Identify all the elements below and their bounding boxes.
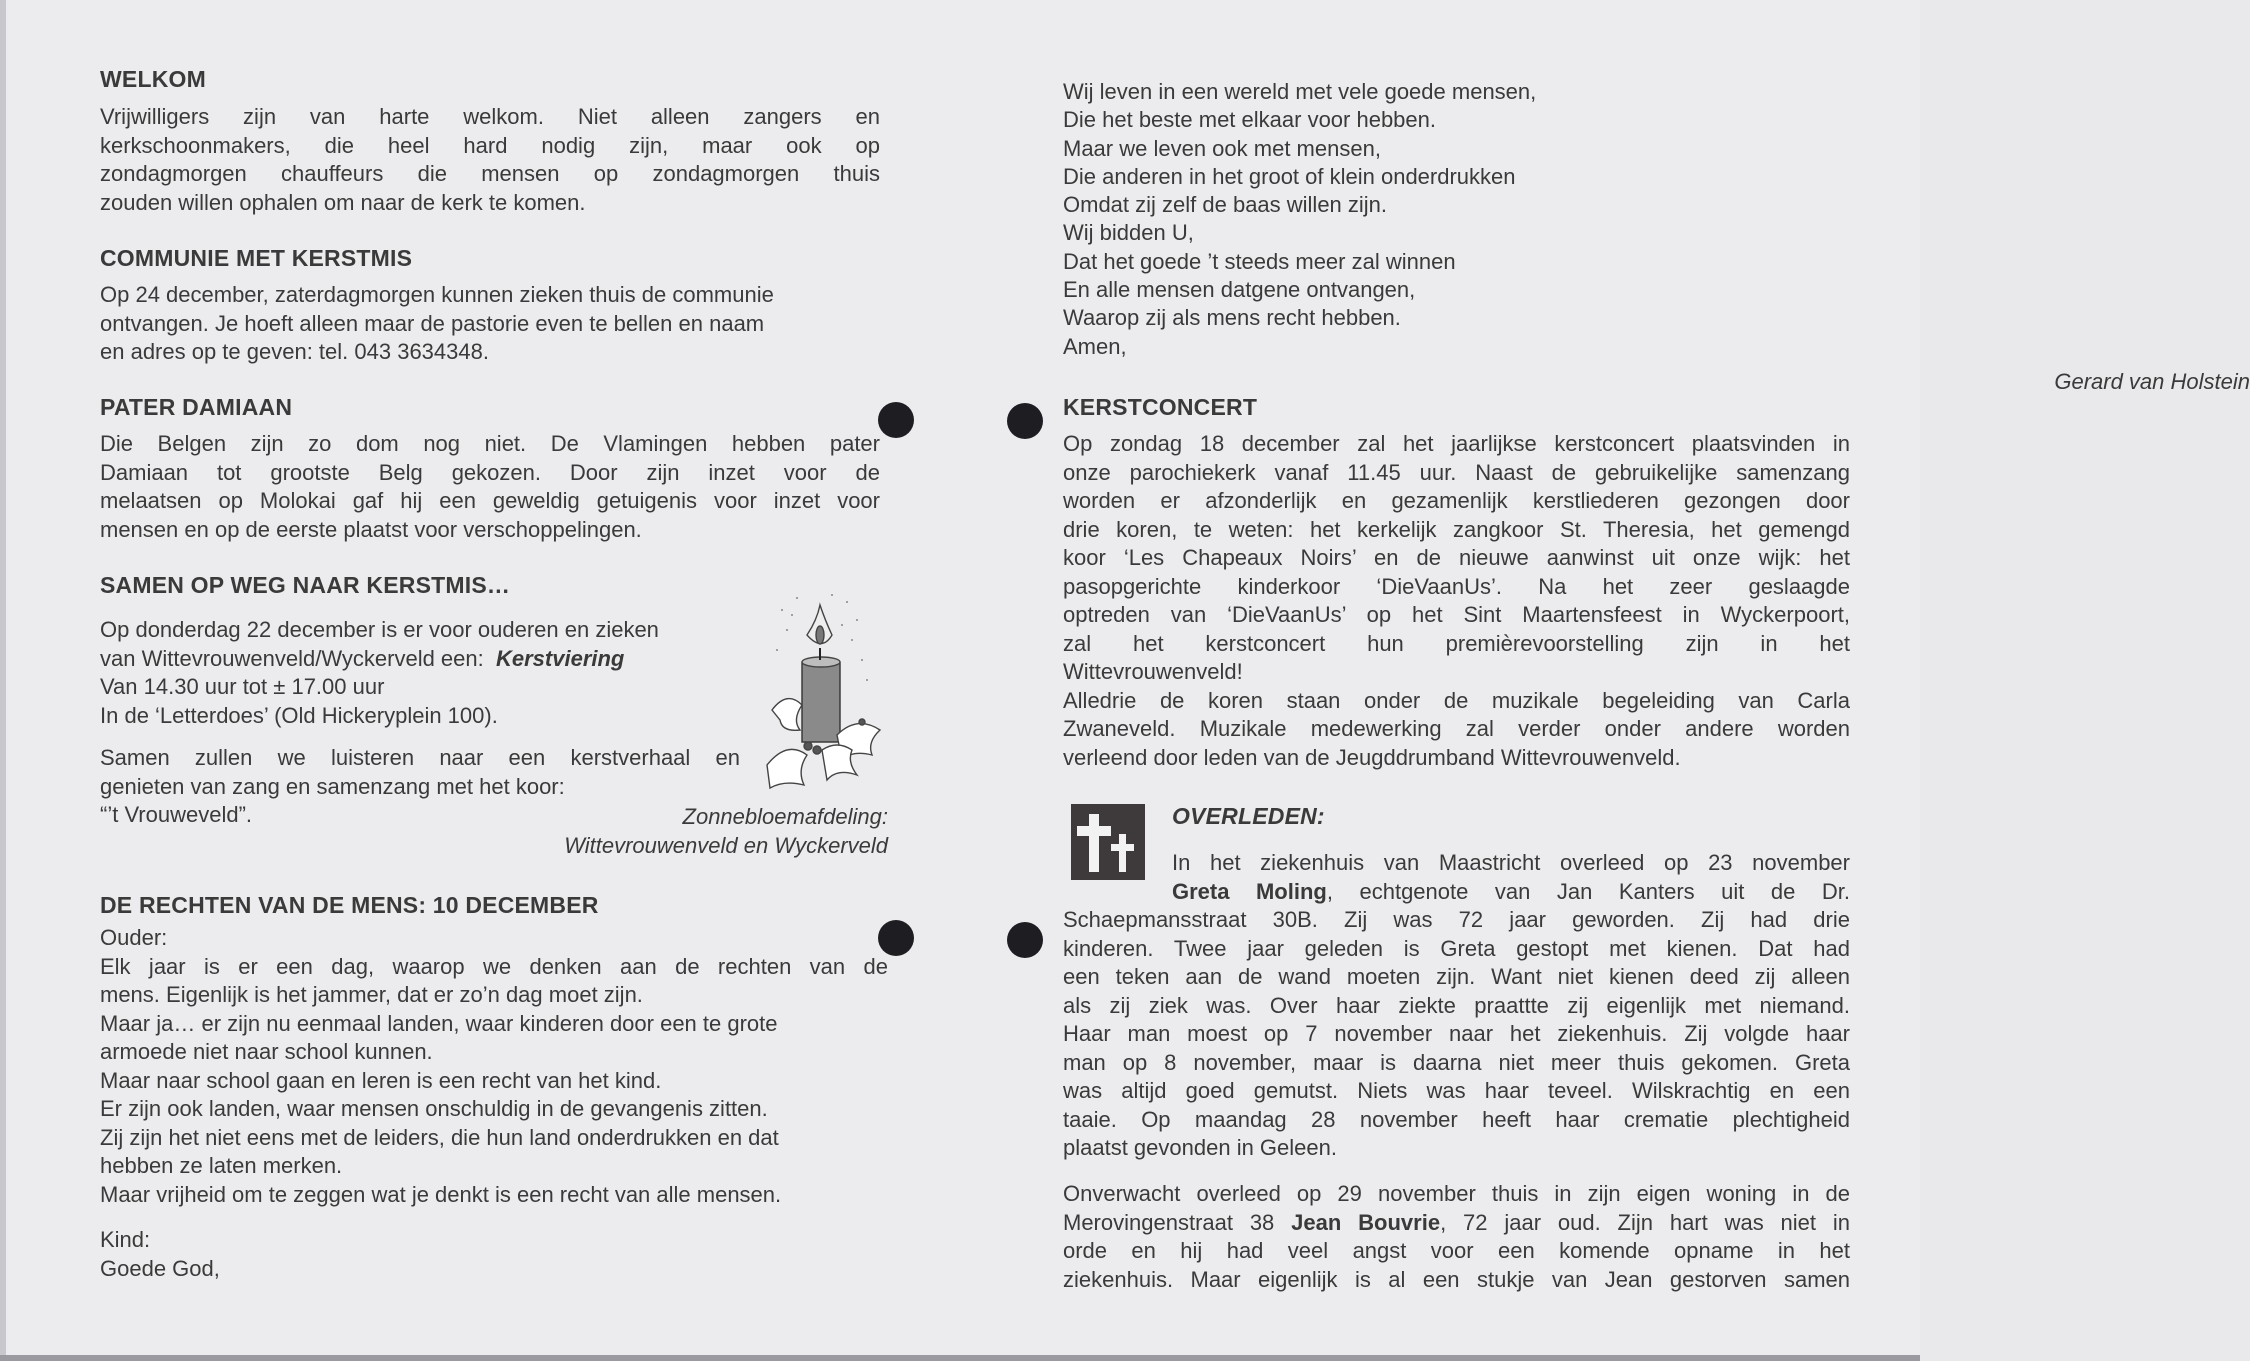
prayer-line: En alle mensen datgene ontvangen, bbox=[1063, 277, 1416, 303]
communie-text bbox=[100, 281, 880, 367]
signature-line: Wittevrouwenveld en Wyckerveld bbox=[564, 832, 888, 858]
kerstconcert-line: Alledrie de koren staan onder de muzikale begeleiding van Carla bbox=[1063, 687, 1850, 713]
overleden-line-rest: , 72 jaar oud. Zijn hart was niet in bbox=[1440, 1209, 1850, 1235]
prayer-text bbox=[1063, 78, 1851, 361]
overleden-line: als zij ziek was. Over haar ziekte praattte zij eigenlijk met niemand. bbox=[1063, 992, 1850, 1018]
samen-line: Van 14.30 uur tot ± 17.00 uur bbox=[100, 674, 385, 699]
welkom-heading: WELKOM bbox=[100, 66, 206, 92]
rechten-heading: DE RECHTEN VAN DE MENS: 10 DECEMBER bbox=[100, 892, 599, 918]
samen-line: In de ‘Letterdoes’ (Old Hickeryplein 100). bbox=[100, 702, 498, 728]
kerstconcert-text bbox=[1063, 430, 1850, 772]
overleden-greta-cont bbox=[1063, 906, 1850, 1163]
samen-text bbox=[100, 616, 740, 730]
damiaan-line: Die Belgen zijn zo dom nog niet. De Vlamingen hebben pater bbox=[100, 431, 880, 456]
rechten-line: Zij zijn het niet eens met de leiders, die hun land onderdrukken en dat bbox=[100, 1124, 779, 1150]
prayer-line: Die anderen in het groot of klein onderdrukken bbox=[1063, 163, 1516, 189]
kerstconcert-line: Zwaneveld. Muzikale medewerking zal verder onder andere worden bbox=[1063, 716, 1850, 741]
samen-signature bbox=[400, 803, 888, 860]
rechten-line: Maar ja… er zijn nu eenmaal landen, waar kinderen door een te grote bbox=[100, 1010, 778, 1036]
overleden-line: Haar man moest op 7 november naar het ziekenhuis. Zij volgde haar bbox=[1063, 1021, 1850, 1046]
overleden-line: plaatst gevonden in Geleen. bbox=[1063, 1135, 1337, 1160]
prayer-line: Maar we leven ook met mensen, bbox=[1063, 135, 1381, 161]
deceased-name: Greta Moling bbox=[1172, 878, 1327, 904]
overleden-line: man op 8 november, maar is daarna niet meer thuis gekomen. Greta bbox=[1063, 1049, 1850, 1075]
rechten-line: Maar vrijheid om te zeggen wat je denkt is een recht van alle mensen. bbox=[100, 1181, 782, 1207]
page-edge-bottom bbox=[0, 1355, 1920, 1361]
kerstconcert-line: optreden van ‘DieVaanUs’ op het Sint Maartensfeest in Wyckerpoort, bbox=[1063, 602, 1850, 627]
punch-hole bbox=[1007, 922, 1043, 958]
rechten-line: Maar naar school gaan en leren is een recht van het kind. bbox=[100, 1067, 662, 1093]
prayer-line: Die het beste met elkaar voor hebben. bbox=[1063, 107, 1437, 133]
kerstconcert-line: pasopgerichte kinderkoor ‘DieVaanUs’. Na het zeer geslaagde bbox=[1063, 573, 1850, 599]
overleden-line bbox=[1063, 1209, 1850, 1238]
damiaan-line: mensen en op de eerste plaatst voor verschoppelingen. bbox=[100, 516, 642, 542]
prayer-line: Wij bidden U, bbox=[1063, 220, 1194, 246]
prayer-line: Waarop zij als mens recht hebben. bbox=[1063, 305, 1401, 331]
overleden-line: kinderen. Twee jaar geleden is Greta gestopt met kienen. Dat had bbox=[1063, 935, 1850, 961]
kerstconcert-line: onze parochiekerk vanaf 11.45 uur. Naast de gebruikelijke samenzang bbox=[1063, 459, 1850, 485]
damiaan-line: melaatsen op Molokai gaf hij een geweldig getuigenis voor inzet voor bbox=[100, 488, 880, 513]
rechten-line: mens. Eigenlijk is het jammer, dat er zo’n dag moet zijn. bbox=[100, 982, 643, 1007]
cross-icon bbox=[1071, 804, 1145, 880]
page-edge-left bbox=[0, 0, 6, 1361]
damiaan-heading: PATER DAMIAAN bbox=[100, 394, 293, 420]
kerstconcert-line: verleend door leden van de Jeugddrumband Wittevrouwenveld. bbox=[1063, 744, 1681, 770]
overleden-line: taaie. Op maandag 28 november heeft haar crematie plechtigheid bbox=[1063, 1106, 1850, 1132]
overleden-line bbox=[1172, 878, 1850, 907]
overleden-line: ziekenhuis. Maar eigenlijk is al een stukje van Jean gestorven samen bbox=[1063, 1266, 1850, 1292]
prayer-line: Omdat zij zelf de baas willen zijn. bbox=[1063, 192, 1388, 218]
rechten-line: hebben ze laten merken. bbox=[100, 1153, 343, 1178]
rechten-line: Elk jaar is er een dag, waarop we denken aan de rechten van de bbox=[100, 953, 888, 979]
prayer-line: Wij leven in een wereld met vele goede mensen, bbox=[1063, 79, 1537, 104]
overleden-line: In het ziekenhuis van Maastricht overleed op 23 november bbox=[1172, 850, 1850, 875]
overleden-line-rest: , echtgenote van Jan Kanters uit de Dr. bbox=[1326, 878, 1850, 904]
communie-heading: COMMUNIE MET KERSTMIS bbox=[100, 245, 413, 271]
damiaan-line: Damiaan tot grootste Belg gekozen. Door zijn inzet voor de bbox=[100, 459, 880, 485]
rechten-line: armoede niet naar school kunnen. bbox=[100, 1039, 433, 1064]
communie-line: ontvangen. Je hoeft alleen maar de pastorie even te bellen en naam bbox=[100, 310, 765, 336]
prayer-line: Amen, bbox=[1063, 333, 1127, 359]
kerstconcert-line: worden er afzonderlijk en gezamenlijk kerstliederen gezongen door bbox=[1063, 488, 1850, 513]
kerstconcert-line: zal het kerstconcert hun premièrevoorstelling zijn in het bbox=[1063, 630, 1850, 656]
overleden-heading: OVERLEDEN: bbox=[1172, 803, 1325, 829]
punch-hole bbox=[1007, 403, 1043, 439]
samen-line bbox=[100, 645, 740, 674]
overleden-line: Schaepmansstraat 30B. Zij was 72 jaar geworden. Zij had drie bbox=[1063, 907, 1850, 932]
prayer-line: Dat het goede ’t steeds meer zal winnen bbox=[1063, 248, 1456, 274]
prayer-author: Gerard van Holstein bbox=[2054, 369, 2250, 394]
kind-line: Kind: bbox=[100, 1227, 151, 1252]
kind-line: Goede God, bbox=[100, 1255, 220, 1281]
kerstconcert-line: koor ‘Les Chapeaux Noirs’ en de nieuwe aanwinst uit onze wijk: het bbox=[1063, 545, 1850, 570]
samen-para2-line: Samen zullen we luisteren naar een kerstverhaal en bbox=[100, 745, 740, 770]
overleden-line-pre: Merovingenstraat 38 bbox=[1063, 1209, 1275, 1235]
rechten-line: Er zijn ook landen, waar mensen onschuldig in de gevangenis zitten. bbox=[100, 1096, 768, 1121]
damiaan-text bbox=[100, 430, 880, 544]
deceased-name: Jean Bouvrie bbox=[1291, 1209, 1441, 1235]
samen-line: Op donderdag 22 december is er voor ouderen en zieken bbox=[100, 617, 659, 642]
overleden-line: een teken aan de wand moeten zijn. Want niet kienen deed zij alleen bbox=[1063, 964, 1850, 989]
samen-para2-line: “’t Vrouweveld”. bbox=[100, 802, 253, 827]
kerstconcert-heading: KERSTCONCERT bbox=[1063, 394, 1258, 420]
kind-text bbox=[100, 1226, 880, 1283]
kerstconcert-line: drie koren, te weten: het kerkelijk zangkoor St. Theresia, het gemengd bbox=[1063, 516, 1850, 542]
overleden-greta bbox=[1172, 849, 1850, 906]
kerstconcert-line: Wittevrouwenveld! bbox=[1063, 659, 1243, 684]
overleden-line: orde en hij had veel angst voor een komende opname in het bbox=[1063, 1238, 1850, 1263]
welkom-line: kerkschoonmakers, die heel hard nodig zijn, maar ook op bbox=[100, 132, 880, 158]
welkom-text bbox=[100, 103, 880, 217]
kerstconcert-line: Op zondag 18 december zal het jaarlijkse kerstconcert plaatsvinden in bbox=[1063, 431, 1850, 456]
welkom-line: zouden willen ophalen om naar de kerk te komen. bbox=[100, 189, 586, 215]
overleden-jean bbox=[1063, 1180, 1850, 1294]
overleden-line: Onverwacht overleed op 29 november thuis in zijn eigen woning in de bbox=[1063, 1181, 1850, 1206]
samen-para2-line: genieten van zang en samenzang met het koor: bbox=[100, 773, 565, 799]
communie-line: en adres op te geven: tel. 043 3634348. bbox=[100, 339, 489, 364]
overleden-line: was altijd goed gemutst. Niets was haar teveel. Wilskrachtig en een bbox=[1063, 1078, 1850, 1103]
welkom-line: Vrijwilligers zijn van harte welkom. Niet alleen zangers en bbox=[100, 104, 880, 129]
samen-heading: SAMEN OP WEG NAAR KERSTMIS… bbox=[100, 572, 511, 598]
kerstviering-label: Kerstviering bbox=[495, 645, 625, 671]
rechten-line: Ouder: bbox=[100, 925, 168, 950]
communie-line: Op 24 december, zaterdagmorgen kunnen zieken thuis de communie bbox=[100, 282, 774, 307]
punch-hole bbox=[878, 402, 914, 438]
welkom-line: zondagmorgen chauffeurs die mensen op zondagmorgen thuis bbox=[100, 161, 880, 186]
rechten-text bbox=[100, 924, 888, 1209]
signature-line: Zonnebloemafdeling: bbox=[682, 804, 888, 829]
candle-illustration bbox=[762, 590, 892, 790]
samen-line2-pre: van Wittevrouwenveld/Wyckerveld een: bbox=[100, 645, 484, 671]
